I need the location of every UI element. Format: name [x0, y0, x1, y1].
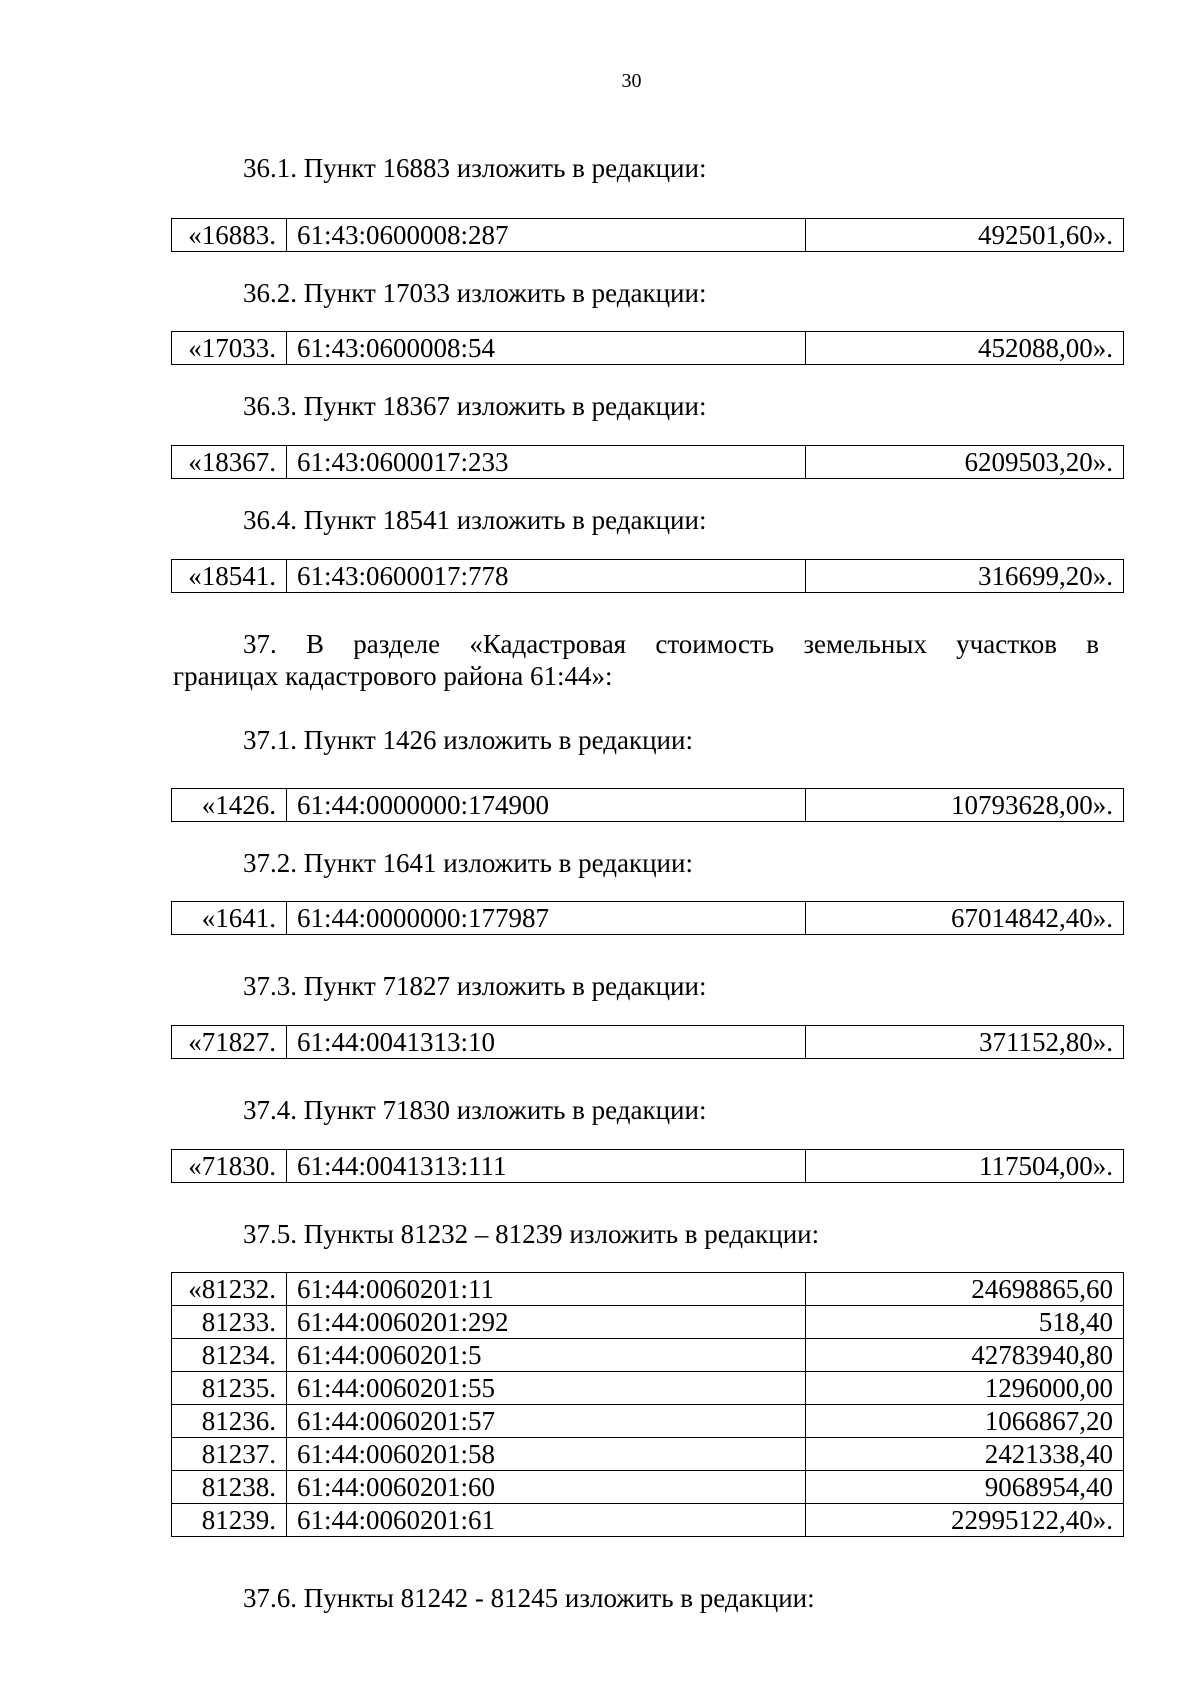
cadastral-value: 492501,60». — [806, 219, 1124, 252]
item-number: «18541. — [172, 560, 287, 593]
table-row — [172, 902, 1124, 935]
cadastral-value: 1066867,20 — [806, 1405, 1124, 1438]
cadastral-value: 1296000,00 — [806, 1372, 1124, 1405]
cadastral-number: 61:44:0060201:5 — [287, 1339, 806, 1372]
entry-table-37-5 — [171, 1272, 1124, 1537]
cadastral-value: 67014842,40». — [806, 902, 1124, 935]
item-number: «1426. — [172, 789, 287, 822]
paragraph-37-4: 37.4. Пункт 71830 изложить в редакции: — [243, 1095, 707, 1125]
item-number: 81235. — [172, 1372, 287, 1405]
page-number: 30 — [621, 70, 642, 92]
cadastral-number: 61:44:0000000:177987 — [287, 902, 806, 935]
cadastral-number: 61:44:0060201:61 — [287, 1504, 806, 1537]
cadastral-number: 61:44:0060201:55 — [287, 1372, 806, 1405]
paragraph-37-line-1: 37. В разделе «Кадастровая стоимость земельных участков в — [243, 629, 1099, 659]
cadastral-value: 42783940,80 — [806, 1339, 1124, 1372]
cadastral-number: 61:44:0000000:174900 — [287, 789, 806, 822]
paragraph-37-6: 37.6. Пункты 81242 - 81245 изложить в редакции: — [243, 1583, 815, 1613]
paragraph-37-5: 37.5. Пункты 81232 – 81239 изложить в редакции: — [243, 1219, 820, 1249]
cadastral-value: 24698865,60 — [806, 1273, 1124, 1306]
item-number: 81236. — [172, 1405, 287, 1438]
entry-table-36-2 — [171, 331, 1124, 365]
cadastral-value: 6209503,20». — [806, 446, 1124, 479]
item-number: «71830. — [172, 1150, 287, 1183]
item-number: «17033. — [172, 332, 287, 365]
entry-table-37-2 — [171, 901, 1124, 935]
cadastral-value: 371152,80». — [806, 1026, 1124, 1059]
cadastral-number: 61:44:0041313:111 — [287, 1150, 806, 1183]
cadastral-number: 61:43:0600017:778 — [287, 560, 806, 593]
item-number: «16883. — [172, 219, 287, 252]
paragraph-37-1: 37.1. Пункт 1426 изложить в редакции: — [243, 725, 693, 755]
table-row — [172, 446, 1124, 479]
cadastral-value: 2421338,40 — [806, 1438, 1124, 1471]
table-row — [172, 1471, 1124, 1504]
item-number: 81233. — [172, 1306, 287, 1339]
cadastral-number: 61:43:0600017:233 — [287, 446, 806, 479]
paragraph-36-4: 36.4. Пункт 18541 изложить в редакции: — [243, 505, 707, 535]
cadastral-number: 61:44:0060201:60 — [287, 1471, 806, 1504]
table-row — [172, 1026, 1124, 1059]
cadastral-value: 10793628,00». — [806, 789, 1124, 822]
table-row — [172, 1438, 1124, 1471]
table-row — [172, 1150, 1124, 1183]
item-number: 81237. — [172, 1438, 287, 1471]
item-number: «18367. — [172, 446, 287, 479]
cadastral-value: 518,40 — [806, 1306, 1124, 1339]
item-number: 81238. — [172, 1471, 287, 1504]
cadastral-number: 61:44:0060201:57 — [287, 1405, 806, 1438]
entry-table-36-3 — [171, 445, 1124, 479]
cadastral-number: 61:44:0060201:292 — [287, 1306, 806, 1339]
entry-table-37-3 — [171, 1025, 1124, 1059]
cadastral-value: 9068954,40 — [806, 1471, 1124, 1504]
cadastral-value: 117504,00». — [806, 1150, 1124, 1183]
paragraph-36-3: 36.3. Пункт 18367 изложить в редакции: — [243, 391, 707, 421]
paragraph-37-3: 37.3. Пункт 71827 изложить в редакции: — [243, 971, 707, 1001]
paragraph-37 — [173, 628, 1099, 692]
item-number: «81232. — [172, 1273, 287, 1306]
cadastral-value: 316699,20». — [806, 560, 1124, 593]
item-number: «71827. — [172, 1026, 287, 1059]
entry-table-37-1 — [171, 788, 1124, 822]
cadastral-value: 22995122,40». — [806, 1504, 1124, 1537]
table-row — [172, 1339, 1124, 1372]
table-row — [172, 1405, 1124, 1438]
paragraph-36-1: 36.1. Пункт 16883 изложить в редакции: — [243, 153, 707, 183]
item-number: «1641. — [172, 902, 287, 935]
table-row — [172, 1273, 1124, 1306]
table-row — [172, 332, 1124, 365]
entry-table-36-1 — [171, 218, 1124, 252]
table-row — [172, 1306, 1124, 1339]
cadastral-number: 61:44:0041313:10 — [287, 1026, 806, 1059]
entry-table-36-4 — [171, 559, 1124, 593]
paragraph-36-2: 36.2. Пункт 17033 изложить в редакции: — [243, 278, 707, 308]
paragraph-37-line-2: границах кадастрового района 61:44»: — [173, 661, 613, 691]
cadastral-value: 452088,00». — [806, 332, 1124, 365]
cadastral-number: 61:43:0600008:54 — [287, 332, 806, 365]
table-row — [172, 560, 1124, 593]
item-number: 81239. — [172, 1504, 287, 1537]
cadastral-number: 61:43:0600008:287 — [287, 219, 806, 252]
paragraph-37-2: 37.2. Пункт 1641 изложить в редакции: — [243, 848, 693, 878]
cadastral-number: 61:44:0060201:58 — [287, 1438, 806, 1471]
table-row — [172, 1504, 1124, 1537]
table-row — [172, 789, 1124, 822]
table-row — [172, 219, 1124, 252]
cadastral-number: 61:44:0060201:11 — [287, 1273, 806, 1306]
entry-table-37-4 — [171, 1149, 1124, 1183]
item-number: 81234. — [172, 1339, 287, 1372]
table-row — [172, 1372, 1124, 1405]
